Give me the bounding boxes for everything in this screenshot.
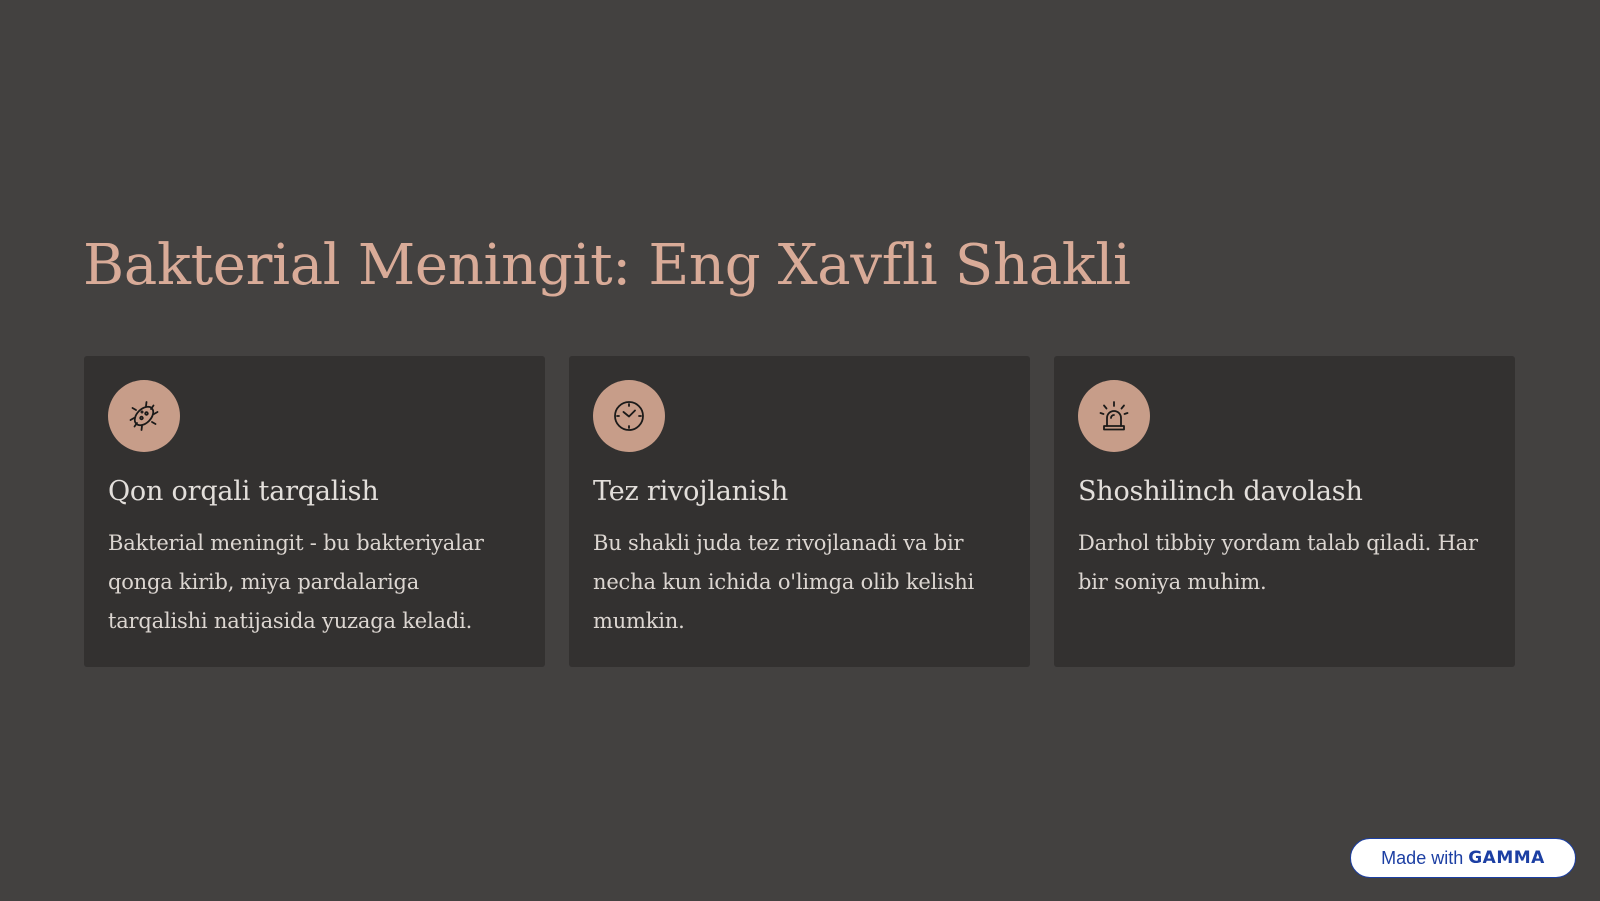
card-blood-spread bbox=[84, 356, 545, 667]
card-title: Tez rivojlanish bbox=[593, 476, 789, 507]
card-urgent-treatment bbox=[1054, 356, 1515, 667]
card-title: Shoshilinch davolash bbox=[1078, 476, 1363, 507]
card-fast-progression bbox=[569, 356, 1030, 667]
gamma-logo: GAMMA bbox=[1468, 848, 1545, 868]
bacteria-icon bbox=[108, 380, 180, 452]
made-with-gamma-badge[interactable] bbox=[1350, 838, 1576, 878]
card-text: Darhol tibbiy yordam talab qiladi. Har bir soniya muhim. bbox=[1078, 531, 1478, 594]
card-text: Bakterial meningit - bu bakteriyalar qonga kirib, miya pardalariga tarqalishi natijasida yuzaga keladi. bbox=[108, 531, 484, 633]
siren-icon bbox=[1078, 380, 1150, 452]
slide-title: Bakterial Meningit: Eng Xavfli Shakli bbox=[83, 233, 1131, 298]
card-row bbox=[84, 356, 1515, 667]
clock-icon bbox=[593, 380, 665, 452]
badge-prefix: Made with bbox=[1381, 847, 1464, 868]
card-title: Qon orqali tarqalish bbox=[108, 476, 379, 507]
card-text: Bu shakli juda tez rivojlanadi va bir necha kun ichida o'limga olib kelishi mumkin. bbox=[593, 531, 975, 633]
